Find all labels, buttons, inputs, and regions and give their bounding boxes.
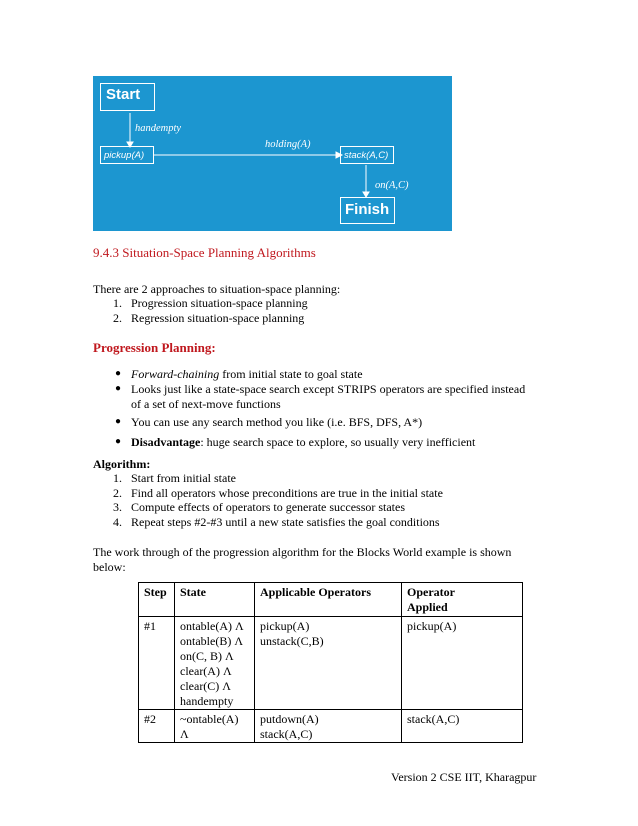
state-cell: ~ontable(A) Λ: [175, 710, 255, 743]
bullet-icon: ●: [115, 368, 122, 379]
step-cell: #2: [139, 710, 175, 743]
pickup-node: [100, 146, 154, 164]
header-step: Step: [139, 583, 175, 617]
step-cell: #1: [139, 617, 175, 710]
table-row: [139, 710, 523, 743]
header-operators: Applicable Operators: [255, 583, 402, 617]
list-item: 2. Find all operators whose preconditions are true in the initial state: [113, 485, 443, 500]
planning-diagram: [93, 76, 452, 231]
bullet-icon: ●: [115, 383, 122, 394]
list-item: ● You can use any search method you like (i.e. BFS, DFS, A*): [115, 415, 423, 429]
table-header-row: [139, 583, 523, 617]
pickup-label: pickup(A): [104, 150, 145, 161]
list-item: 4. Repeat steps #2-#3 until a new state satisfies the goal conditions: [113, 514, 440, 529]
list-item: ● Forward-chaining from initial state to goal state: [115, 367, 363, 381]
table-row: [139, 617, 523, 710]
page-footer: Version 2 CSE IIT, Kharagpur: [391, 770, 537, 784]
start-label: Start: [106, 86, 141, 103]
header-applied: Operator Applied: [402, 583, 523, 617]
stack-node: [340, 146, 394, 164]
list-item: 1. Progression situation-space planning: [113, 296, 308, 310]
handempty-label: handempty: [135, 123, 182, 134]
start-node: [100, 83, 155, 111]
state-cell: ontable(A) Λ ontable(B) Λ on(C, B) Λ clear(A) Λ clear(C) Λ handempty: [175, 617, 255, 710]
holding-label: holding(A): [265, 139, 311, 150]
list-item: ● Looks just like a state-space search except STRIPS operators are specified instead of a set of next-move functions: [115, 382, 526, 411]
section-title: 9.4.3 Situation-Space Planning Algorithms: [93, 245, 316, 260]
applied-cell: pickup(A): [402, 617, 523, 710]
operators-cell: pickup(A) unstack(C,B): [255, 617, 402, 710]
operators-table: [138, 582, 523, 743]
list-item: 2. Regression situation-space planning: [113, 310, 305, 325]
walkthrough-text: The work through of the progression algorithm for the Blocks World example is shown below:: [93, 545, 512, 574]
intro-text: There are 2 approaches to situation-space planning:: [93, 282, 341, 296]
header-state: State: [175, 583, 255, 617]
list-item: 3. Compute effects of operators to generate successor states: [113, 500, 406, 514]
on-label: on(A,C): [375, 180, 409, 191]
finish-node: [340, 197, 395, 224]
operators-cell: putdown(A) stack(A,C): [255, 710, 402, 743]
bullet-icon: ●: [115, 416, 122, 427]
algorithm-steps: [113, 471, 443, 529]
progression-bullets: [115, 367, 525, 450]
algorithm-heading: Algorithm:: [93, 457, 151, 471]
list-item: ● Disadvantage: huge search space to explore, so usually very inefficient: [115, 435, 476, 449]
approaches-list: [113, 296, 308, 325]
progression-heading: Progression Planning:: [93, 340, 216, 355]
finish-label: Finish: [345, 201, 390, 218]
stack-label: stack(A,C): [344, 150, 389, 161]
list-item: 1. Start from initial state: [113, 471, 236, 485]
bullet-icon: ●: [115, 436, 122, 447]
applied-cell: stack(A,C): [402, 710, 523, 743]
